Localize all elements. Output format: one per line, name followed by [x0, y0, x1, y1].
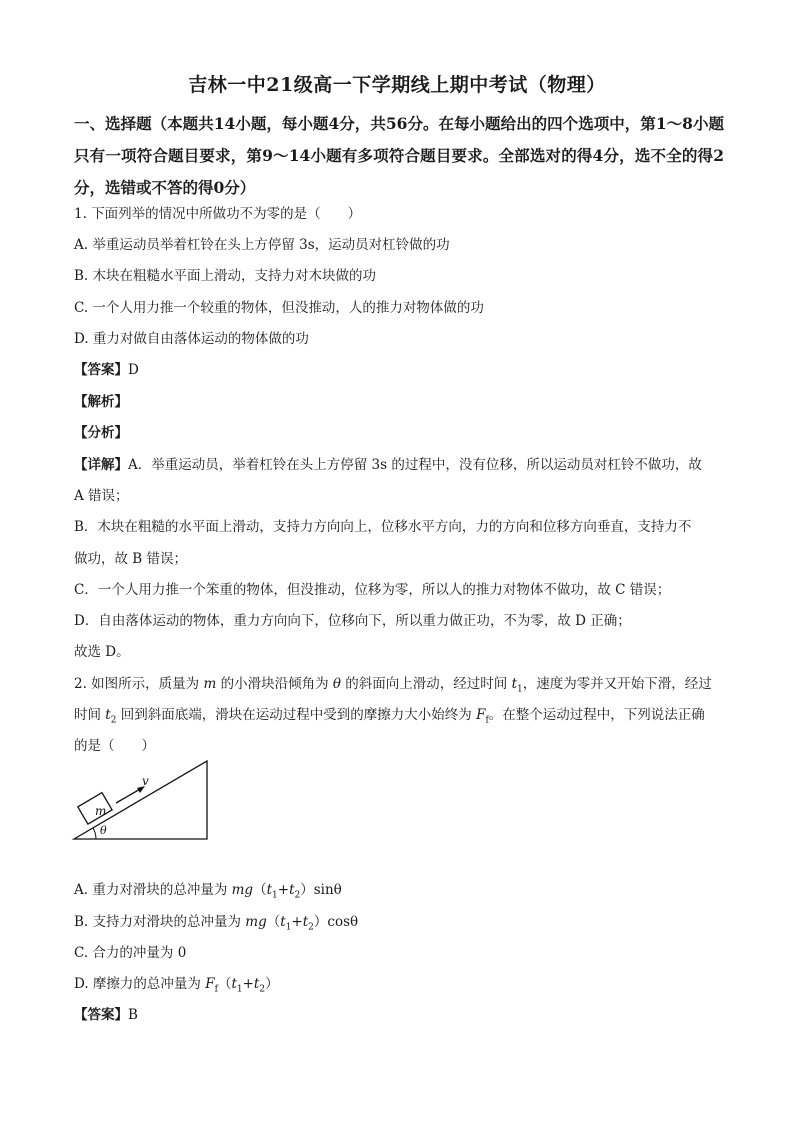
- text: 2. 如图所示，质量为: [74, 676, 204, 692]
- var-t: t: [266, 882, 273, 898]
- text: +: [242, 976, 254, 992]
- text: cosθ: [327, 914, 359, 930]
- sub-1: 1: [272, 890, 278, 901]
- sub-2: 2: [294, 890, 301, 901]
- detail-text: A．举重运动员，举着杠铃在头上方停留 3s 的过程中，没有位移，所以运动员对杠铃不做功，故: [128, 457, 702, 473]
- var-t: t: [253, 976, 260, 992]
- block-mass-label: m: [95, 804, 107, 818]
- q1-detail-d: D．自由落体运动的物体，重力方向向下，位移向下，所以重力做正功，不为零，故 D 正确；: [74, 613, 631, 629]
- text: 时间: [74, 707, 106, 723]
- angle-label: θ: [100, 824, 107, 837]
- q1-detail-a: [74, 453, 724, 473]
- q2-stem-line3: 的是（ ）: [74, 738, 155, 754]
- answer-label: 【答案】: [74, 1007, 128, 1023]
- text: ）: [313, 914, 328, 930]
- q1-option-d: D. 重力对做自由落体运动的物体做的功: [74, 331, 309, 347]
- text: （: [217, 976, 232, 992]
- incline-figure: [70, 757, 220, 845]
- q2-stem-line1: [74, 672, 724, 695]
- q1-detail-c: C．一个人用力推一个笨重的物体，但没推动，位移为零，所以人的推力对物体不做功，故 C 错误；: [74, 582, 671, 598]
- q1-option-b: B. 木块在粗糙水平面上滑动，支持力对木块做的功: [74, 268, 377, 284]
- q1-detail-a2: A 错误；: [74, 488, 129, 504]
- sub-1: 1: [236, 984, 243, 995]
- text: D. 摩擦力的总冲量为: [74, 976, 206, 992]
- var-mg: mg: [245, 914, 267, 930]
- velocity-label: v: [142, 774, 149, 788]
- sub-f: f: [485, 715, 489, 726]
- sub-1: 1: [517, 684, 523, 695]
- var-F: F: [476, 707, 486, 723]
- q1-answer: [74, 358, 724, 378]
- var-F: F: [205, 976, 215, 992]
- q2-option-a: [74, 878, 724, 901]
- text: 。在整个运动过程中，下列说法正确: [488, 707, 705, 723]
- text: 的小滑块沿倾角为: [216, 676, 333, 692]
- q2-option-b: [74, 910, 724, 933]
- xiangjie-label: 【详解】: [74, 457, 128, 473]
- var-t: t: [511, 676, 518, 692]
- text: ）: [265, 976, 279, 992]
- text: （: [253, 882, 267, 898]
- q1-detail-b: B．木块在粗糙的水平面上滑动，支持力方向向上，位移水平方向，力的方向和位移方向垂直，支持力不: [74, 519, 692, 535]
- text: ，速度为零并又开始下滑，经过: [522, 676, 712, 692]
- text: 的斜面向上滑动，经过时间: [341, 676, 512, 692]
- sub-2: 2: [110, 715, 117, 726]
- text: （: [266, 914, 281, 930]
- q1-option-a: A. 举重运动员举着杠铃在头上方停留 3s，运动员对杠铃做的功: [74, 237, 450, 253]
- q2-stem-line2: [74, 703, 724, 726]
- sub-2: 2: [259, 984, 266, 995]
- text: ）: [300, 882, 314, 898]
- text: 回到斜面底端，滑块在运动过程中受到的摩擦力大小始终为: [116, 707, 477, 723]
- q2-answer: [74, 1003, 724, 1023]
- var-m: m: [203, 676, 217, 692]
- var-mg: mg: [231, 882, 254, 898]
- answer-label: 【答案】: [74, 362, 128, 378]
- var-t: t: [105, 707, 111, 723]
- angle-arc: [93, 828, 96, 839]
- q1-option-c: C. 一个人用力推一个较重的物体，但没推动，人的推力对物体做的功: [74, 300, 484, 316]
- fenxi-label: 【分析】: [74, 425, 128, 441]
- text: +: [291, 914, 303, 930]
- page-title: 吉林一中21级高一下学期线上期中考试（物理）: [188, 74, 606, 96]
- var-theta: θ: [332, 676, 342, 692]
- text: +: [277, 882, 290, 898]
- var-t: t: [302, 914, 309, 930]
- q2-option-d: [74, 972, 724, 995]
- var-t: t: [289, 882, 295, 898]
- text: B. 支持力对滑块的总冲量为: [74, 914, 246, 930]
- answer-value: D: [128, 362, 139, 378]
- q2-option-c: C. 合力的冲量为 0: [74, 945, 187, 961]
- q1-detail-b2: 做功，故 B 错误；: [74, 551, 188, 567]
- sub-2: 2: [308, 922, 314, 933]
- sub-1: 1: [285, 922, 292, 933]
- var-t: t: [280, 914, 286, 930]
- text: sinθ: [313, 882, 342, 898]
- q1-jiexi: [74, 390, 724, 410]
- q1-stem: 1. 下面列举的情况中所做功不为零的是（ ）: [74, 206, 362, 222]
- sub-f: f: [214, 984, 218, 995]
- var-t: t: [231, 976, 237, 992]
- text: A. 重力对滑块的总冲量为: [74, 882, 232, 898]
- answer-value: B: [128, 1007, 138, 1023]
- section-heading: 一、选择题（本题共14小题，每小题4分，共56分。在每小题给出的四个选项中，第1～8小题只有一项符合题目要求，第9～14小题有多项符合题目要求。全部选对的得4分，选不全的得2分，选错或不答的得0分）: [74, 114, 724, 197]
- incline-triangle: [74, 761, 207, 839]
- q1-fenxi: [74, 421, 724, 441]
- q1-conclusion: 故选 D。: [74, 644, 130, 660]
- jiexi-label: 【解析】: [74, 394, 128, 410]
